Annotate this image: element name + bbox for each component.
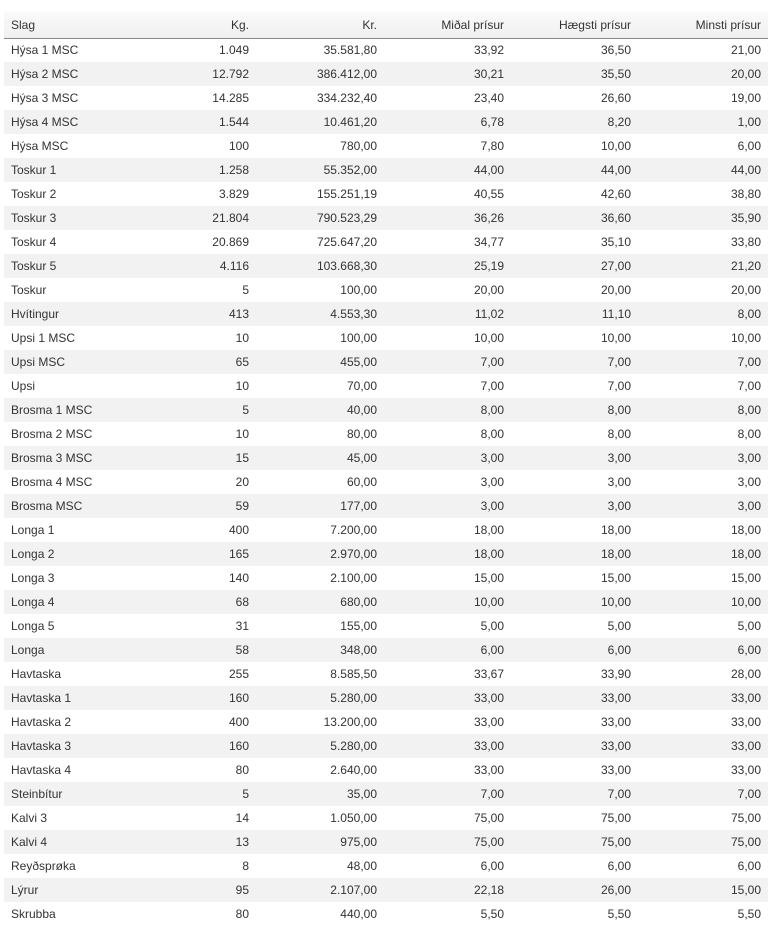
cell-kr: 10.461,20 xyxy=(323,115,377,129)
cell-avg-price: 33,00 xyxy=(473,763,504,777)
cell-slag: Hýsa 4 MSC xyxy=(11,115,79,129)
cell-avg-price: 10,00 xyxy=(473,331,504,345)
cell-slag: Kalvi 3 xyxy=(11,811,48,825)
cell-min-price: 7,00 xyxy=(737,787,761,801)
cell-min-price: 6,00 xyxy=(737,859,761,873)
header-kg[interactable]: Kg. xyxy=(134,12,256,38)
cell-max-price: 5,00 xyxy=(607,619,631,633)
cell-avg-price: 18,00 xyxy=(473,523,504,537)
cell-kg: 58 xyxy=(235,643,249,657)
header-avg-price[interactable]: Miðal prísur xyxy=(384,12,511,38)
cell-max-price: 10,00 xyxy=(600,139,631,153)
cell-slag: Havtaska 3 xyxy=(11,739,72,753)
table-row[interactable] xyxy=(4,326,768,350)
cell-kr: 440,00 xyxy=(340,907,377,921)
table-row[interactable] xyxy=(4,518,768,542)
table-row[interactable] xyxy=(4,686,768,710)
cell-avg-price: 18,00 xyxy=(473,547,504,561)
cell-min-price: 8,00 xyxy=(737,307,761,321)
table-row[interactable] xyxy=(4,782,768,806)
cell-slag: Upsi xyxy=(11,379,36,393)
cell-slag: Toskur xyxy=(11,283,47,297)
cell-min-price: 33,00 xyxy=(730,691,761,705)
cell-min-price: 3,00 xyxy=(737,451,761,465)
cell-max-price: 3,00 xyxy=(607,475,631,489)
cell-min-price: 18,00 xyxy=(730,523,761,537)
cell-kr: 7.200,00 xyxy=(330,523,377,537)
cell-kg: 95 xyxy=(235,883,249,897)
table-row[interactable] xyxy=(4,590,768,614)
cell-kg: 68 xyxy=(235,595,249,609)
cell-min-price: 28,00 xyxy=(730,667,761,681)
cell-max-price: 8,00 xyxy=(607,403,631,417)
table-row[interactable] xyxy=(4,38,768,62)
table-body xyxy=(4,38,768,926)
cell-avg-price: 23,40 xyxy=(473,91,504,105)
cell-max-price: 75,00 xyxy=(600,835,631,849)
cell-kr: 177,00 xyxy=(340,499,377,513)
cell-min-price: 6,00 xyxy=(737,643,761,657)
cell-min-price: 3,00 xyxy=(737,475,761,489)
table-row[interactable] xyxy=(4,494,768,518)
cell-kr: 35.581,80 xyxy=(323,43,377,58)
cell-kr: 386.412,00 xyxy=(316,67,377,81)
cell-max-price: 44,00 xyxy=(600,163,631,177)
cell-kr: 780,00 xyxy=(340,139,377,153)
cell-kg: 1.544 xyxy=(218,115,249,129)
cell-slag: Longa 4 xyxy=(11,595,55,609)
cell-min-price: 18,00 xyxy=(730,547,761,561)
cell-min-price: 33,00 xyxy=(730,739,761,753)
cell-kg: 15 xyxy=(235,451,249,465)
cell-kg: 21.804 xyxy=(212,211,249,225)
cell-avg-price: 33,00 xyxy=(473,715,504,729)
cell-avg-price: 20,00 xyxy=(473,283,504,297)
cell-min-price: 20,00 xyxy=(730,67,761,81)
cell-slag: Havtaska 1 xyxy=(11,691,72,705)
cell-avg-price: 75,00 xyxy=(473,811,504,825)
cell-kr: 2.640,00 xyxy=(330,763,377,777)
cell-max-price: 15,00 xyxy=(600,571,631,585)
cell-kg: 100 xyxy=(228,139,249,153)
cell-kg: 65 xyxy=(235,355,249,369)
cell-kg: 165 xyxy=(228,547,249,561)
cell-avg-price: 3,00 xyxy=(480,475,504,489)
cell-slag: Toskur 2 xyxy=(11,187,57,201)
table-row[interactable] xyxy=(4,878,768,902)
cell-kr: 55.352,00 xyxy=(323,163,377,177)
cell-slag: Toskur 4 xyxy=(11,235,57,249)
cell-kg: 160 xyxy=(228,691,249,705)
table-row[interactable] xyxy=(4,662,768,686)
cell-max-price: 8,00 xyxy=(607,427,631,441)
cell-kg: 31 xyxy=(235,619,249,633)
cell-slag: Brosma 3 MSC xyxy=(11,451,93,465)
cell-kr: 348,00 xyxy=(340,643,377,657)
table-row[interactable] xyxy=(4,278,768,302)
cell-avg-price: 44,00 xyxy=(473,163,504,177)
table-row[interactable] xyxy=(4,398,768,422)
cell-slag: Toskur 1 xyxy=(11,163,57,177)
cell-slag: Longa xyxy=(11,643,45,657)
cell-min-price: 33,00 xyxy=(730,715,761,729)
cell-slag: Havtaska 4 xyxy=(11,763,72,777)
cell-kg: 13 xyxy=(235,835,249,849)
cell-kr: 5.280,00 xyxy=(330,739,377,753)
cell-slag: Longa 3 xyxy=(11,571,55,585)
cell-max-price: 36,60 xyxy=(600,211,631,225)
table-row[interactable] xyxy=(4,350,768,374)
cell-kr: 4.553,30 xyxy=(330,307,377,321)
header-row xyxy=(4,12,768,38)
cell-max-price: 10,00 xyxy=(600,595,631,609)
cell-slag: Hýsa 1 MSC xyxy=(11,43,79,58)
table-row[interactable] xyxy=(4,758,768,782)
cell-max-price: 20,00 xyxy=(600,283,631,297)
cell-kg: 1.258 xyxy=(218,163,249,177)
cell-kr: 455,00 xyxy=(340,355,377,369)
table-row[interactable] xyxy=(4,638,768,662)
cell-avg-price: 11,02 xyxy=(474,307,504,321)
cell-kg: 14 xyxy=(235,811,249,825)
cell-max-price: 42,60 xyxy=(600,187,631,201)
cell-kr: 8.585,50 xyxy=(330,667,377,681)
cell-avg-price: 33,92 xyxy=(473,43,504,58)
cell-kg: 80 xyxy=(235,763,249,777)
cell-kr: 725.647,20 xyxy=(316,235,377,249)
cell-kr: 5.280,00 xyxy=(330,691,377,705)
cell-min-price: 8,00 xyxy=(737,427,761,441)
header-max-price[interactable]: Hægsti prísur xyxy=(511,12,638,38)
cell-avg-price: 6,00 xyxy=(480,643,504,657)
cell-min-price: 33,00 xyxy=(730,763,761,777)
cell-kr: 100,00 xyxy=(340,283,377,297)
cell-kr: 103.668,30 xyxy=(316,259,377,273)
cell-min-price: 21,00 xyxy=(730,43,761,58)
cell-avg-price: 6,00 xyxy=(480,859,504,873)
cell-kr: 2.107,00 xyxy=(330,883,377,897)
cell-kg: 5 xyxy=(242,787,249,801)
cell-kg: 20.869 xyxy=(212,235,249,249)
cell-max-price: 6,00 xyxy=(607,643,631,657)
cell-kg: 5 xyxy=(242,403,249,417)
cell-max-price: 18,00 xyxy=(600,547,631,561)
cell-slag: Havtaska 2 xyxy=(11,715,72,729)
table-row[interactable] xyxy=(4,734,768,758)
cell-kr: 35,00 xyxy=(346,787,377,801)
cell-kr: 334.232,40 xyxy=(316,91,377,105)
cell-max-price: 3,00 xyxy=(607,451,631,465)
cell-min-price: 3,00 xyxy=(737,499,761,513)
cell-kr: 45,00 xyxy=(346,451,377,465)
table-row[interactable] xyxy=(4,806,768,830)
cell-kg: 14.285 xyxy=(212,91,249,105)
cell-kg: 140 xyxy=(228,571,249,585)
cell-kg: 3.829 xyxy=(218,187,249,201)
cell-min-price: 75,00 xyxy=(730,811,761,825)
cell-kr: 48,00 xyxy=(346,859,377,873)
cell-min-price: 7,00 xyxy=(737,355,761,369)
cell-kr: 155,00 xyxy=(340,619,377,633)
cell-kr: 790.523,29 xyxy=(316,211,377,225)
table-row[interactable] xyxy=(4,710,768,734)
table-row[interactable] xyxy=(4,182,768,206)
cell-slag: Brosma 4 MSC xyxy=(11,475,93,489)
cell-kr: 70,00 xyxy=(346,379,377,393)
cell-min-price: 5,50 xyxy=(737,907,761,921)
cell-slag: Hýsa 2 MSC xyxy=(11,67,79,81)
cell-max-price: 7,00 xyxy=(607,355,631,369)
table-row[interactable] xyxy=(4,230,768,254)
cell-kg: 80 xyxy=(235,907,249,921)
cell-max-price: 7,00 xyxy=(607,787,631,801)
table-row[interactable] xyxy=(4,302,768,326)
cell-avg-price: 7,00 xyxy=(480,379,504,393)
cell-kg: 59 xyxy=(235,499,249,513)
table-row[interactable] xyxy=(4,62,768,86)
cell-avg-price: 15,00 xyxy=(473,571,504,585)
cell-max-price: 3,00 xyxy=(607,499,631,513)
table-row[interactable] xyxy=(4,374,768,398)
cell-max-price: 35,10 xyxy=(600,235,631,249)
cell-slag: Hýsa MSC xyxy=(11,139,69,153)
cell-kg: 413 xyxy=(228,307,249,321)
cell-slag: Hvítingur xyxy=(11,307,60,321)
cell-slag: Kalvi 4 xyxy=(11,835,48,849)
cell-min-price: 35,90 xyxy=(730,211,761,225)
cell-slag: Reyðsprøka xyxy=(11,859,76,873)
table-row[interactable] xyxy=(4,614,768,638)
cell-max-price: 6,00 xyxy=(607,859,631,873)
cell-max-price: 33,00 xyxy=(600,715,631,729)
cell-kg: 255 xyxy=(228,667,249,681)
cell-kg: 12.792 xyxy=(212,67,249,81)
cell-avg-price: 36,26 xyxy=(473,211,504,225)
table-row[interactable] xyxy=(4,110,768,134)
cell-avg-price: 34,77 xyxy=(473,235,504,249)
cell-kr: 100,00 xyxy=(340,331,377,345)
cell-kr: 60,00 xyxy=(346,475,377,489)
cell-min-price: 44,00 xyxy=(730,163,761,177)
cell-min-price: 20,00 xyxy=(730,283,761,297)
cell-avg-price: 7,00 xyxy=(480,355,504,369)
cell-kr: 975,00 xyxy=(340,835,377,849)
cell-min-price: 7,00 xyxy=(737,379,761,393)
cell-max-price: 33,90 xyxy=(600,667,631,681)
cell-kg: 400 xyxy=(228,715,249,729)
cell-min-price: 1,00 xyxy=(737,115,761,129)
table-row[interactable] xyxy=(4,134,768,158)
cell-slag: Steinbítur xyxy=(11,787,63,801)
cell-kg: 10 xyxy=(235,427,249,441)
cell-slag: Brosma 1 MSC xyxy=(11,403,93,417)
table-row[interactable] xyxy=(4,854,768,878)
cell-kr: 80,00 xyxy=(346,427,377,441)
header-kr[interactable]: Kr. xyxy=(256,12,384,38)
cell-max-price: 26,60 xyxy=(600,91,631,105)
cell-kr: 680,00 xyxy=(340,595,377,609)
cell-kr: 40,00 xyxy=(346,403,377,417)
table-row[interactable] xyxy=(4,86,768,110)
cell-min-price: 38,80 xyxy=(730,187,761,201)
table-row[interactable] xyxy=(4,830,768,854)
price-table xyxy=(4,12,768,926)
cell-max-price: 7,00 xyxy=(607,379,631,393)
cell-max-price: 11,10 xyxy=(601,307,631,321)
header-slag[interactable]: Slag xyxy=(4,12,134,38)
cell-min-price: 15,00 xyxy=(730,883,761,897)
cell-avg-price: 8,00 xyxy=(480,427,504,441)
cell-max-price: 18,00 xyxy=(600,523,631,537)
cell-slag: Longa 5 xyxy=(11,619,55,633)
cell-avg-price: 3,00 xyxy=(480,451,504,465)
cell-kg: 5 xyxy=(242,283,249,297)
cell-avg-price: 25,19 xyxy=(473,259,504,273)
cell-kr: 13.200,00 xyxy=(323,715,377,729)
cell-kg: 20 xyxy=(235,475,249,489)
cell-slag: Longa 1 xyxy=(11,523,55,537)
header-min-price[interactable]: Minsti prísur xyxy=(638,12,768,38)
cell-min-price: 10,00 xyxy=(730,331,761,345)
cell-slag: Longa 2 xyxy=(11,547,55,561)
cell-max-price: 35,50 xyxy=(600,67,631,81)
cell-slag: Lýrur xyxy=(11,883,39,897)
table-row[interactable] xyxy=(4,566,768,590)
cell-min-price: 19,00 xyxy=(730,91,761,105)
cell-avg-price: 5,50 xyxy=(480,907,504,921)
cell-max-price: 8,20 xyxy=(607,115,631,129)
cell-avg-price: 5,00 xyxy=(480,619,504,633)
cell-avg-price: 33,00 xyxy=(473,691,504,705)
cell-min-price: 10,00 xyxy=(730,595,761,609)
cell-avg-price: 22,18 xyxy=(473,883,504,897)
cell-kg: 8 xyxy=(242,859,249,873)
cell-max-price: 10,00 xyxy=(600,331,631,345)
table-row[interactable] xyxy=(4,446,768,470)
cell-avg-price: 7,00 xyxy=(480,787,504,801)
cell-avg-price: 6,78 xyxy=(480,115,504,129)
cell-max-price: 33,00 xyxy=(600,691,631,705)
table-row[interactable] xyxy=(4,902,768,926)
cell-max-price: 27,00 xyxy=(600,259,631,273)
cell-max-price: 33,00 xyxy=(600,739,631,753)
cell-avg-price: 10,00 xyxy=(473,595,504,609)
cell-max-price: 26,00 xyxy=(600,883,631,897)
cell-slag: Upsi MSC xyxy=(11,355,66,369)
cell-avg-price: 3,00 xyxy=(480,499,504,513)
cell-slag: Skrubba xyxy=(11,907,56,921)
cell-min-price: 75,00 xyxy=(730,835,761,849)
table-row[interactable] xyxy=(4,254,768,278)
table-row[interactable] xyxy=(4,422,768,446)
cell-avg-price: 30,21 xyxy=(473,67,504,81)
cell-slag: Upsi 1 MSC xyxy=(11,331,76,345)
cell-kg: 4.116 xyxy=(219,259,249,273)
cell-avg-price: 8,00 xyxy=(480,403,504,417)
table-header xyxy=(4,12,768,38)
cell-min-price: 6,00 xyxy=(737,139,761,153)
cell-avg-price: 40,55 xyxy=(473,187,504,201)
cell-max-price: 5,50 xyxy=(607,907,631,921)
cell-kg: 160 xyxy=(228,739,249,753)
table-row[interactable] xyxy=(4,470,768,494)
cell-avg-price: 33,67 xyxy=(473,667,504,681)
cell-slag: Brosma MSC xyxy=(11,499,83,513)
cell-slag: Toskur 3 xyxy=(11,211,57,225)
table-row[interactable] xyxy=(4,158,768,182)
cell-min-price: 21,20 xyxy=(730,259,761,273)
cell-max-price: 36,50 xyxy=(600,43,631,58)
cell-min-price: 15,00 xyxy=(730,571,761,585)
cell-min-price: 5,00 xyxy=(737,619,761,633)
cell-kg: 1.049 xyxy=(218,43,249,58)
cell-slag: Brosma 2 MSC xyxy=(11,427,93,441)
cell-kr: 2.100,00 xyxy=(330,571,377,585)
cell-min-price: 8,00 xyxy=(737,403,761,417)
cell-min-price: 33,80 xyxy=(730,235,761,249)
cell-slag: Toskur 5 xyxy=(11,259,57,273)
cell-kg: 400 xyxy=(228,523,249,537)
cell-kg: 10 xyxy=(235,379,249,393)
cell-slag: Havtaska xyxy=(11,667,62,681)
cell-max-price: 33,00 xyxy=(600,763,631,777)
table-row[interactable] xyxy=(4,206,768,230)
cell-kr: 2.970,00 xyxy=(330,547,377,561)
cell-avg-price: 75,00 xyxy=(473,835,504,849)
cell-max-price: 75,00 xyxy=(600,811,631,825)
price-table-container xyxy=(4,12,768,926)
cell-kr: 155.251,19 xyxy=(316,187,377,201)
cell-slag: Hýsa 3 MSC xyxy=(11,91,79,105)
cell-avg-price: 33,00 xyxy=(473,739,504,753)
cell-kg: 10 xyxy=(235,331,249,345)
table-row[interactable] xyxy=(4,542,768,566)
cell-kr: 1.050,00 xyxy=(330,811,377,825)
cell-avg-price: 7,80 xyxy=(480,139,504,153)
